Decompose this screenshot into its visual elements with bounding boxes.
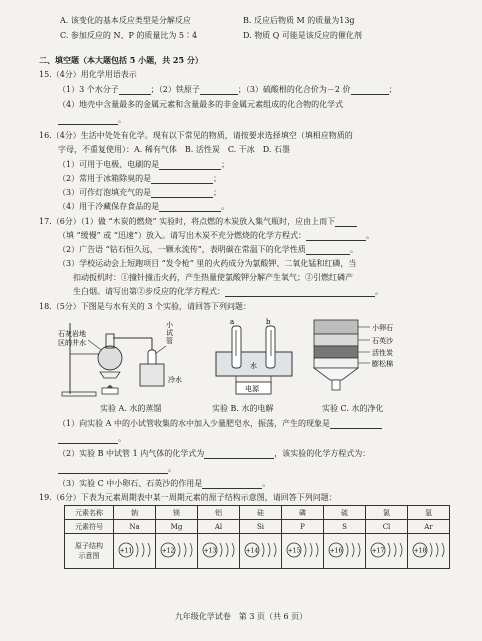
header-symbol: 元素符号 — [65, 520, 114, 534]
element-symbol: Mg — [156, 520, 198, 534]
atom-diagram — [156, 534, 198, 569]
q18-3: （3）实验 C 中小卵石、石英沙的作用是 — [58, 479, 203, 488]
q15-3: ；（3）硫酸根的化合价为－2 价 — [237, 85, 351, 94]
option-d: D. 物质 Q 可能是该反应的催化剂 — [243, 31, 362, 40]
atom-structure-icon — [159, 540, 195, 560]
answer-blank[interactable] — [306, 246, 350, 255]
distillation-figure — [56, 318, 206, 398]
answer-blank[interactable] — [58, 116, 118, 125]
q16-4: （4）用于冷藏保存食品的是 — [58, 202, 160, 211]
page-footer: 九年级化学试卷 第 3 页（共 6 页） — [174, 612, 308, 621]
element-name-row — [65, 506, 450, 520]
atom-structure-icon — [201, 540, 237, 560]
element-symbol: P — [282, 520, 324, 534]
q17-2e: 。 — [366, 231, 374, 240]
element-symbol-row — [65, 520, 450, 534]
option-c: C. 参加反应的 N、P 的质量比为 5∶4 — [60, 31, 198, 40]
answer-blank[interactable] — [58, 465, 168, 474]
answer-blank[interactable] — [351, 86, 389, 95]
q15-line2: （4）地壳中含量最多的金属元素和含量最多的非金属元素组成的化合物的化学式 — [58, 100, 344, 109]
answer-blank[interactable] — [119, 86, 151, 95]
q16-1: （1）可用于电极、电刷的是 — [58, 160, 160, 169]
q16-item4 — [58, 202, 229, 212]
electron-shell-arc — [142, 543, 144, 557]
flask-shape — [98, 346, 122, 370]
atom-structure-icon — [411, 540, 447, 560]
electron-shell-arc — [436, 543, 438, 557]
q18-ans3 — [58, 479, 270, 489]
q18-ans1 — [58, 419, 382, 429]
electron-shell-arc — [148, 543, 150, 557]
option-b: B. 反应后物质 M 的质量为13g — [243, 16, 355, 25]
electron-shell-arc — [430, 543, 432, 557]
element-name: 硅 — [240, 506, 282, 520]
atom-diagram — [408, 534, 450, 569]
electron-shell-arc — [346, 543, 348, 557]
nuclear-charge: +14 — [245, 547, 258, 555]
electron-shell-arc — [358, 543, 360, 557]
tube-1 — [232, 326, 241, 368]
q17-3: （2）广告语 “钻石恒久远，一颗永流传”，表明碳在常温下的化学性质 — [58, 245, 306, 254]
section-title: 二、填空题（本大题包括 5 小题，共 25 分） — [39, 55, 203, 65]
nuclear-charge: +17 — [371, 547, 384, 555]
figa-tube2: 试 — [166, 329, 173, 337]
answer-blank[interactable] — [335, 218, 357, 227]
element-name: 铝 — [198, 506, 240, 520]
electron-shell-arc — [304, 543, 306, 557]
caption-a: 实验 A. 水的蒸馏 — [100, 404, 162, 413]
header-atom — [65, 534, 114, 569]
element-name: 氯 — [366, 506, 408, 520]
q16-semi: ； — [213, 188, 222, 197]
atom-structure-icon — [117, 540, 153, 560]
answer-blank[interactable] — [151, 189, 213, 198]
q15-2: ；（2）铁原子 — [150, 85, 200, 94]
atom-diagram — [324, 534, 366, 569]
element-symbol: Cl — [366, 520, 408, 534]
q18-2c: 。 — [168, 464, 176, 473]
nuclear-charge: +16 — [329, 547, 342, 555]
element-name: 钠 — [114, 506, 156, 520]
q15-line1 — [58, 85, 397, 95]
nuclear-charge: +18 — [413, 547, 426, 555]
atom-diagram — [282, 534, 324, 569]
q18-ans2 — [58, 449, 370, 459]
nuclear-charge: +12 — [161, 547, 174, 555]
element-name: 硫 — [324, 506, 366, 520]
q17-6: 生白烟。请写出第②步反应的化学方程式： — [73, 287, 225, 296]
caption-b: 实验 B. 水的电解 — [212, 404, 274, 413]
nuclear-charge: +13 — [203, 547, 216, 555]
figb-a: a — [230, 318, 235, 326]
answer-blank[interactable] — [58, 435, 118, 444]
answer-blank[interactable] — [159, 161, 221, 170]
element-symbol: Si — [240, 520, 282, 534]
figc-l1: 小卵石 — [372, 324, 393, 332]
electron-shell-arc — [388, 543, 390, 557]
q15-l3-end: 。 — [118, 115, 126, 124]
atom-structure-icon — [369, 540, 405, 560]
electron-shell-arc — [190, 543, 192, 557]
answer-blank[interactable] — [151, 175, 213, 184]
q15-line3 — [58, 115, 126, 125]
q16-item3 — [58, 188, 221, 198]
q18-ans2-cont — [58, 464, 176, 474]
q16-3: （3）可作灯泡填充气的是 — [58, 188, 152, 197]
q18-ans1-cont — [58, 434, 126, 444]
atom-structure-icon — [243, 540, 279, 560]
electron-shell-arc — [394, 543, 396, 557]
answer-blank[interactable] — [225, 288, 375, 297]
nuclear-charge: +11 — [119, 547, 132, 555]
beaker — [140, 364, 164, 386]
purification-figure — [308, 318, 428, 400]
electron-shell-arc — [226, 543, 228, 557]
q18-3e: 。 — [262, 479, 271, 488]
periodic-table — [64, 505, 450, 569]
electron-shell-arc — [184, 543, 186, 557]
q16-stem: 16.（4分）生活中处处有化学。现有以下常见的物质，请按要求选择填空（填相应物质的 — [39, 131, 353, 140]
atom-diagram — [366, 534, 408, 569]
electron-shell-arc — [232, 543, 234, 557]
caption-c: 实验 C. 水的净化 — [322, 404, 384, 413]
nuclear-charge: +15 — [287, 547, 300, 555]
electron-shell-arc — [136, 543, 138, 557]
answer-blank[interactable] — [204, 450, 274, 459]
q18-1: （1）向实验 A 中的小试管收集的水中加入少量肥皂水，振荡，产生的现象是 — [58, 419, 330, 428]
element-symbol: S — [324, 520, 366, 534]
q16-item2 — [58, 174, 221, 184]
element-name: 磷 — [282, 506, 324, 520]
electron-shell-arc — [400, 543, 402, 557]
element-symbol: Na — [114, 520, 156, 534]
atom-structure-icon — [285, 540, 321, 560]
q15-stem: 15.（4分）用化学用语表示 — [39, 70, 137, 79]
electrolysis-figure — [206, 316, 302, 398]
header-atom-2: 示意图 — [78, 552, 100, 560]
electron-shell-arc — [268, 543, 270, 557]
header-name: 元素名称 — [65, 506, 114, 520]
q17-3e: 。 — [349, 245, 358, 254]
tube-2 — [266, 326, 275, 368]
answer-blank[interactable] — [306, 232, 366, 241]
electron-shell-arc — [316, 543, 318, 557]
q18-2: （2）实验 B 中试管 1 内气体的化学式为 — [58, 449, 205, 458]
figb-power: 电源 — [245, 385, 259, 393]
q17-line3 — [58, 245, 358, 255]
electron-shell-arc — [442, 543, 444, 557]
figa-label2: 区的井水 — [58, 339, 86, 347]
figc-l2: 石英沙 — [372, 337, 393, 345]
element-symbol: Ar — [408, 520, 450, 534]
element-name: 镁 — [156, 506, 198, 520]
q16-stem2: 字母，不重复使用）：A. 稀有气体 B. 活性炭 C. 干冰 D. 石墨 — [58, 145, 290, 154]
figc-l4: 膨松棉 — [372, 360, 393, 368]
figb-b: b — [266, 318, 271, 326]
q17-6e: 。 — [375, 287, 383, 296]
answer-blank[interactable] — [159, 203, 221, 212]
q17-2: （填 “缓慢” 或 “迅速”）放入。请写出木炭不充分燃烧的化学方程式： — [58, 231, 306, 240]
q17-line5: 扣动扳机时：①撞针撞击火药，产生热量使氯酸钾分解产生氧气；②引燃红磷产 — [73, 273, 353, 282]
q17-line4: （3）学校运动会上短跑项目 “发令枪” 里的火药成分为氯酸钾、二氧化锰和红磷，当 — [58, 259, 357, 268]
figa-label1: 石灰岩地 — [58, 330, 86, 338]
element-symbol: Al — [198, 520, 240, 534]
q18-1e: 。 — [118, 434, 126, 443]
answer-blank[interactable] — [330, 420, 382, 429]
q18-stem: 18.（5分）下图是与水有关的 3 个实验，请回答下列问题： — [39, 302, 251, 311]
electron-shell-arc — [178, 543, 180, 557]
element-name: 氩 — [408, 506, 450, 520]
q18-2b: ，该实验的化学方程式为： — [274, 449, 371, 458]
electron-shell-arc — [310, 543, 312, 557]
q16-item1 — [58, 160, 229, 170]
answer-blank[interactable] — [202, 480, 262, 489]
q17-line1 — [39, 217, 357, 227]
figa-tube1: 小 — [166, 321, 173, 329]
atom-diagram — [198, 534, 240, 569]
q16-2: （2）常用于冰箱除臭的是 — [58, 174, 152, 183]
option-a: A. 该变化的基本反应类型是分解反应 — [60, 16, 191, 25]
q16-semi: ； — [213, 174, 222, 183]
atom-structure-icon — [327, 540, 363, 560]
atom-diagram-row — [65, 534, 450, 569]
electron-shell-arc — [262, 543, 264, 557]
q17-1: 17.（6分）（1）做 “木炭的燃烧” 实验时，将点燃的木炭放入集气瓶时，应由上而下 — [39, 217, 336, 226]
q17-line2 — [58, 231, 374, 241]
figb-water: 水 — [250, 362, 257, 370]
header-atom-1: 原子结构 — [75, 542, 103, 550]
q15-1: （1）3 个水分子 — [58, 85, 119, 94]
atom-diagram — [240, 534, 282, 569]
electron-shell-arc — [274, 543, 276, 557]
q17-line6 — [73, 287, 383, 297]
q15-end: ； — [388, 85, 397, 94]
atom-diagram — [114, 534, 156, 569]
figa-cold: 冷水 — [168, 376, 182, 384]
figc-l3: 活性炭 — [372, 349, 393, 357]
figa-tube3: 管 — [166, 337, 173, 345]
electron-shell-arc — [220, 543, 222, 557]
q16-semi: ； — [221, 160, 230, 169]
answer-blank[interactable] — [200, 86, 238, 95]
q19-stem: 19.（6分）下表为元素周期表中某一周期元素的原子结构示意图，请回答下列问题： — [39, 493, 337, 502]
electron-shell-arc — [352, 543, 354, 557]
q16-dot: 。 — [221, 202, 230, 211]
